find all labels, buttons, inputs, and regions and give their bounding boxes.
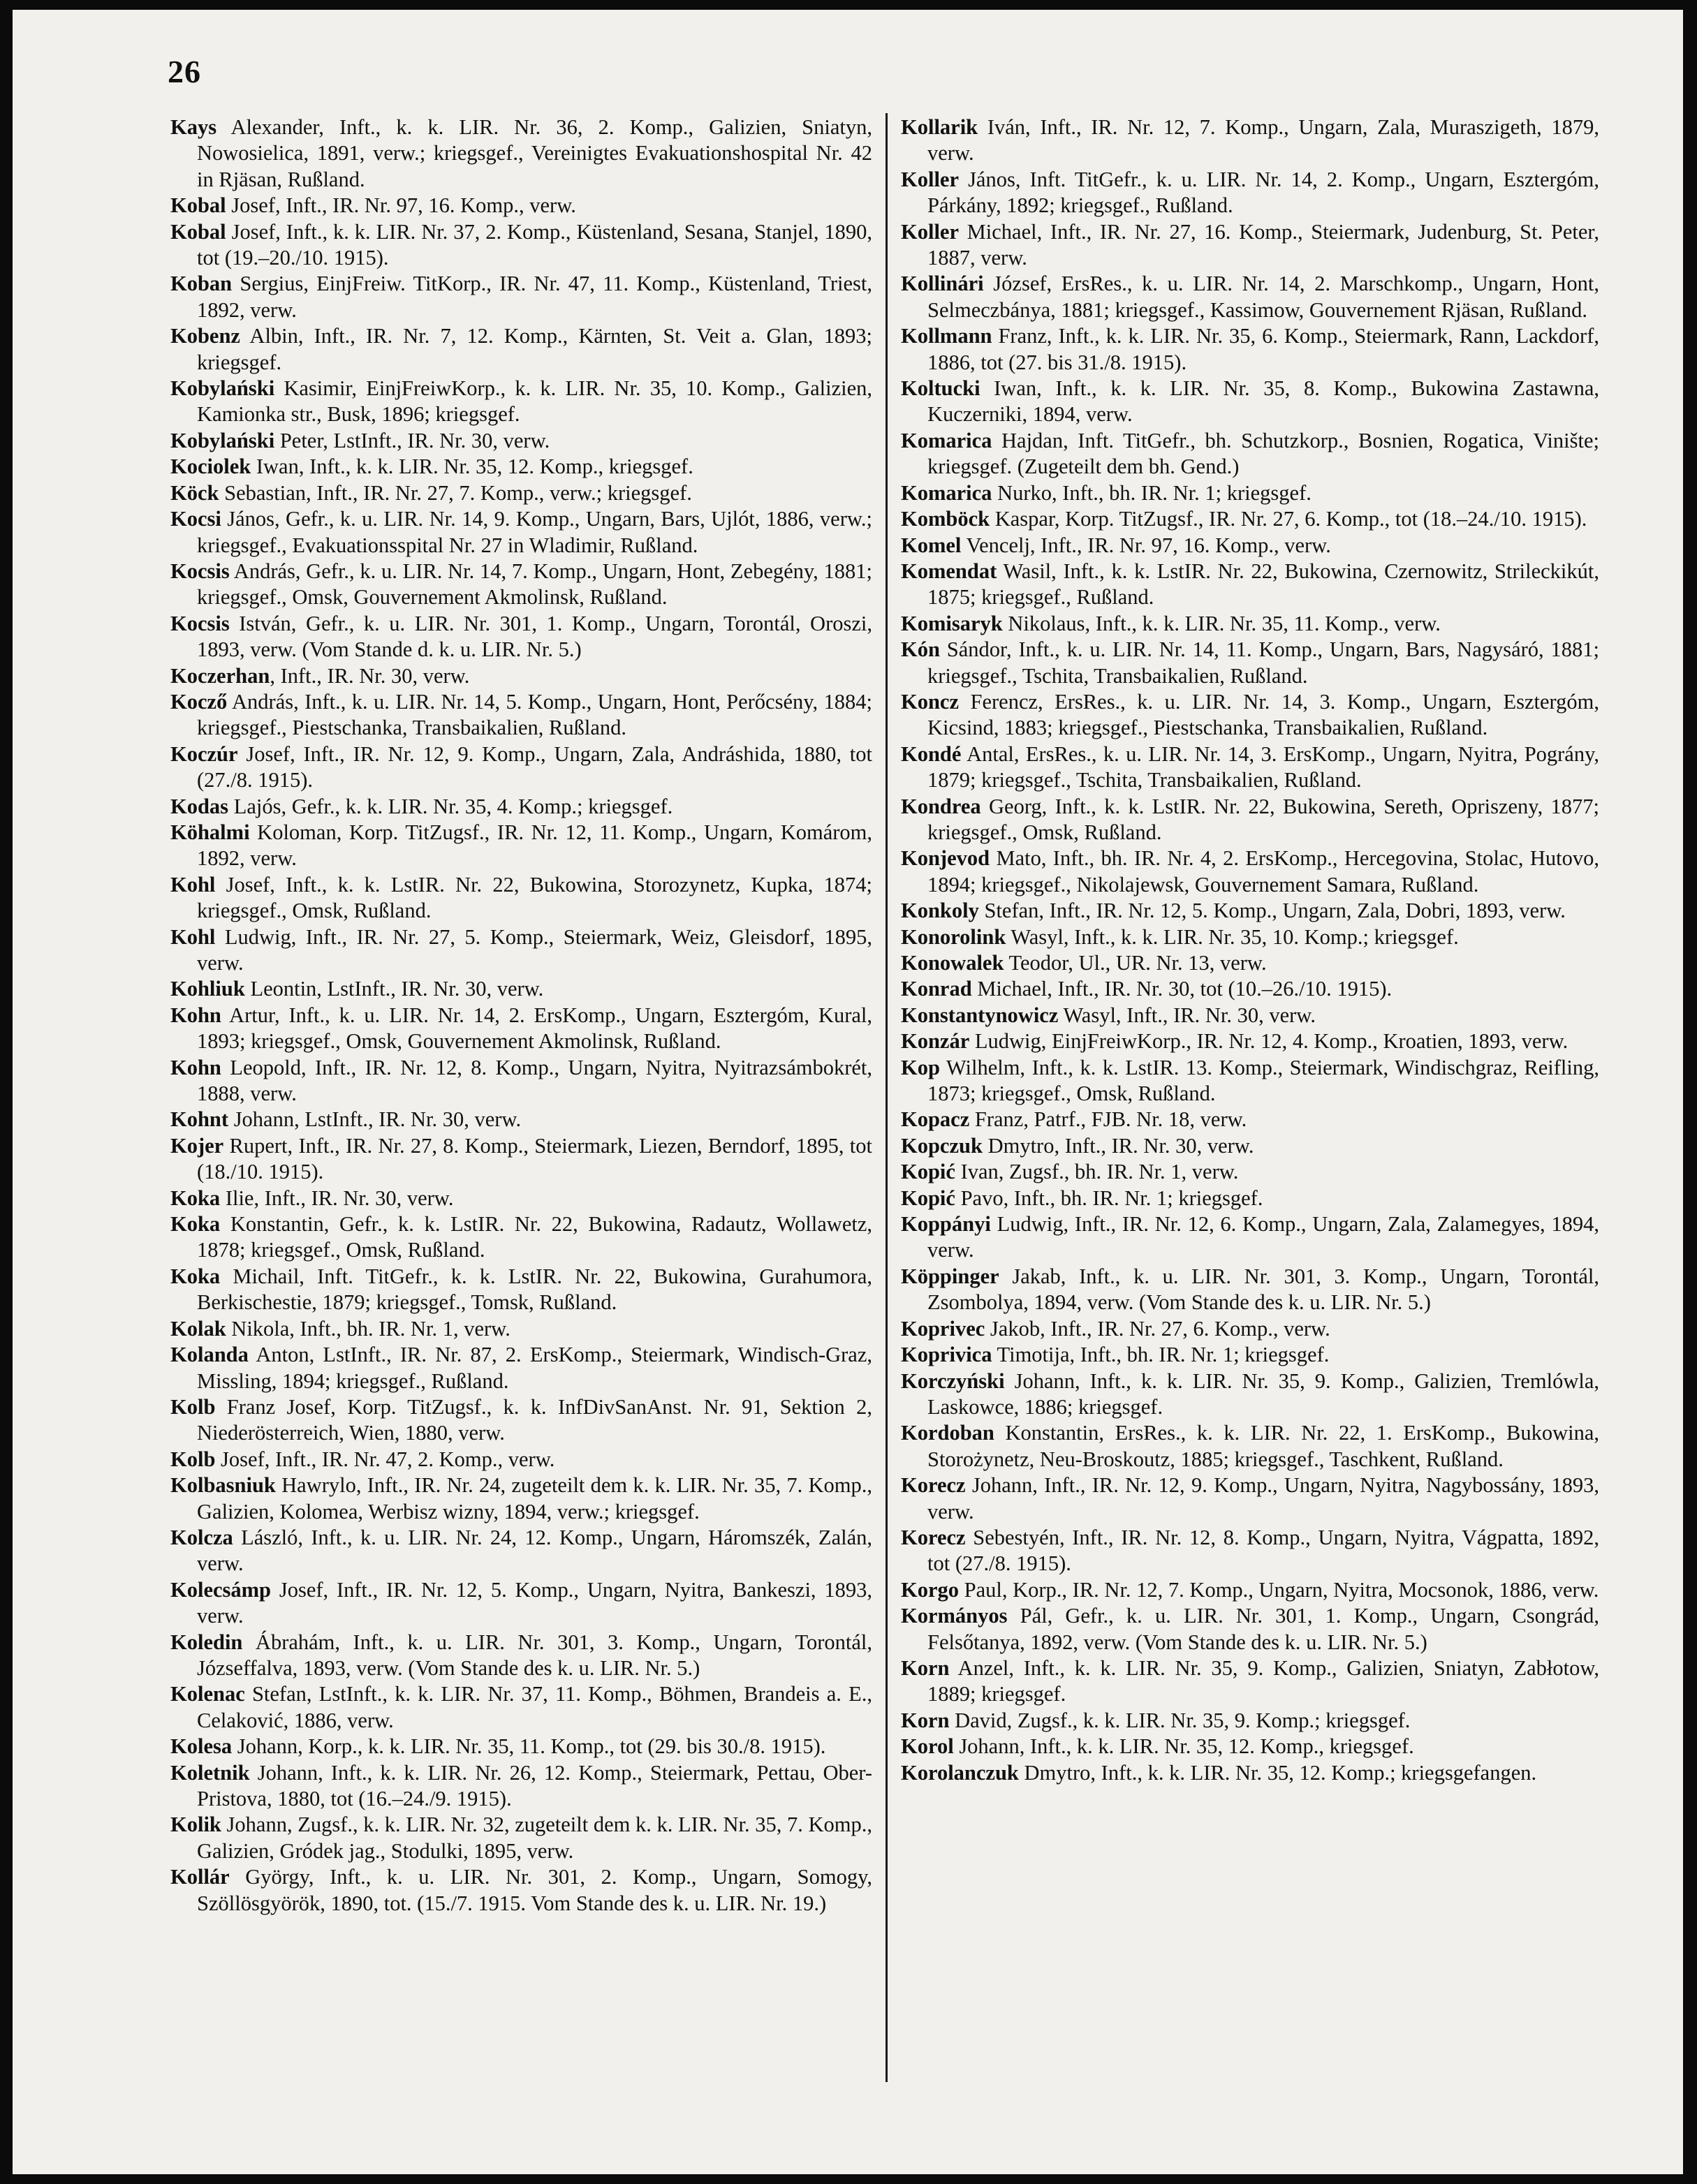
page-number: 26 [168,54,201,89]
entry-surname: Kolik [170,1813,221,1837]
register-entry [901,1003,1599,1028]
register-entry [901,1603,1599,1655]
entry-details: Jakob, Inft., IR. Nr. 27, 6. Komp., verw. [985,1316,1330,1341]
entry-surname: Koprivec [901,1316,985,1341]
register-entry [170,663,872,689]
entry-surname: Kolcza [170,1525,233,1549]
entry-details: Sebestyén, Inft., IR. Nr. 12, 8. Komp., Ungarn, Nyitra, Vágpatta, 1892, tot (27./8. 1915). [927,1525,1599,1576]
entry-surname: Kohl [170,924,216,949]
entry-surname: Kopić [901,1160,955,1184]
register-entry [170,689,872,741]
register-entry [170,1577,872,1630]
entry-details: Josef, Inft., k. k. LstIR. Nr. 22, Bukowina, Storozynetz, Kupka, 1874; kriegsgef., Omsk, Rußland. [197,872,872,923]
register-entry [901,924,1599,950]
entry-surname: Korecz [901,1473,966,1498]
entry-surname: Konjevod [901,846,990,871]
entry-details: Johann, Inft., IR. Nr. 12, 9. Komp., Ungarn, Nyitra, Nagybossány, 1893, verw. [927,1473,1599,1523]
entry-details: Jakab, Inft., k. u. LIR. Nr. 301, 3. Komp., Ungarn, Torontál, Zsombolya, 1894, verw. (Vom Stande des k. u. LIR. Nr. 5.) [927,1264,1599,1315]
register-entry [901,167,1599,219]
entry-details: István, Gefr., k. u. LIR. Nr. 301, 1. Komp., Ungarn, Torontál, Oroszi, 1893, verw. (Vom Stande d. k. u. LIR. Nr. 5.) [197,611,872,662]
entry-details: Iwan, Inft., k. k. LIR. Nr. 35, 12. Komp., kriegsgef. [251,455,693,479]
register-entry [901,323,1599,376]
entry-surname: Koczúr [170,741,238,766]
entry-surname: Kolbasniuk [170,1473,276,1498]
entry-details: Teodor, Ul., UR. Nr. 13, verw. [1004,951,1267,975]
register-entry [170,323,872,376]
register-entry [170,820,872,872]
entry-surname: Kolb [170,1394,216,1419]
register-entry [170,1211,872,1264]
register-entry [170,924,872,977]
entry-surname: Köhalmi [170,820,250,844]
register-entry [170,794,872,820]
entry-surname: Kociolek [170,455,251,479]
register-entry [901,1133,1599,1159]
register-entry [170,1133,872,1186]
entry-details: Johann, Inft., k. k. LIR. Nr. 35, 9. Komp., Galizien, Tremlówla, Laskowce, 1886; kriegsgef. [927,1368,1599,1419]
entry-surname: Koban [170,272,233,296]
register-entry [901,846,1599,898]
register-entry [901,1734,1599,1759]
left-column [170,115,872,2146]
register-entry [170,1003,872,1055]
entry-surname: Kobylański [170,376,275,401]
entry-details: Josef, Inft., IR. Nr. 12, 5. Komp., Ungarn, Nyitra, Bankeszi, 1893, verw. [197,1577,872,1628]
register-entry [170,611,872,663]
column-divider [886,113,888,2082]
entry-surname: Korecz [901,1525,966,1549]
entry-surname: Kollár [170,1865,230,1889]
register-entry [170,1525,872,1577]
entry-details: Alexander, Inft., k. k. LIR. Nr. 36, 2. Komp., Galizien, Sniatyn, Nowosielica, 1891, verw.; kriegsgef., Vereinigtes Evakuationshospital Nr. 42 in Rjäsan, Rußland. [197,115,872,191]
entry-details: András, Gefr., k. u. LIR. Nr. 14, 7. Komp., Ungarn, Hont, Zebegény, 1881; kriegsgef., Omsk, Gouvernement Akmolinsk, Rußland. [197,559,872,610]
entry-surname: Kollmann [901,324,992,348]
register-entry [170,376,872,428]
register-entry [901,637,1599,689]
register-entry [901,976,1599,1002]
entry-surname: Kodas [170,794,229,818]
entry-details: Timotija, Inft., bh. IR. Nr. 1; kriegsgef. [992,1343,1330,1367]
register-entry [170,1473,872,1525]
entry-details: Wilhelm, Inft., k. k. LstIR. 13. Komp., Steiermark, Windischgraz, Reifling, 1873; kriegsgef., Omsk, Rußland. [927,1055,1599,1106]
entry-surname: Komarica [901,428,992,452]
entry-details: Vencelj, Inft., IR. Nr. 97, 16. Komp., verw. [961,533,1331,557]
register-entry [170,976,872,1002]
register-entry [901,376,1599,428]
register-entry [901,1368,1599,1421]
entry-surname: Kocsis [170,611,230,635]
entry-surname: Kopacz [901,1107,970,1132]
entry-surname: Kop [901,1055,940,1079]
right-column [901,115,1599,2146]
register-entry [170,1760,872,1813]
register-entry [901,219,1599,272]
entry-details: Johann, LstInft., IR. Nr. 30, verw. [228,1107,522,1132]
entry-surname: Kohn [170,1003,221,1027]
entry-surname: Koledin [170,1630,243,1654]
entry-surname: Kocsi [170,507,221,531]
entry-details: Kaspar, Korp. TitZugsf., IR. Nr. 27, 6. Komp., tot (18.–24./10. 1915). [990,507,1587,531]
entry-details: László, Inft., k. u. LIR. Nr. 24, 12. Komp., Ungarn, Háromszék, Zalán, verw. [197,1525,872,1576]
register-entry [170,1107,872,1132]
register-entry [901,1186,1599,1211]
entry-surname: Korolanczuk [901,1760,1019,1785]
entry-surname: Koczerhan [170,663,270,688]
entry-details: Ludwig, Inft., IR. Nr. 12, 6. Komp., Ungarn, Zala, Zalamegyes, 1894, verw. [927,1212,1599,1262]
entry-details: Dmytro, Inft., k. k. LIR. Nr. 35, 12. Komp.; kriegsgefangen. [1018,1760,1537,1785]
entry-details: Ábrahám, Inft., k. u. LIR. Nr. 301, 3. Komp., Ungarn, Torontál, Józseffalva, 1893, verw. (Vom Stande des k. u. LIR. Nr. 5.) [197,1630,872,1680]
entry-details: Dmytro, Inft., IR. Nr. 30, verw. [982,1133,1254,1158]
register-entry [170,1055,872,1107]
entry-details: Wasil, Inft., k. k. LstIR. Nr. 22, Bukowina, Czernowitz, Strileckikút, 1875; kriegsgef., Rußland. [927,559,1599,610]
entry-surname: Komböck [901,507,990,531]
entry-details: Kasimir, EinjFreiwKorp., k. k. LIR. Nr. 35, 10. Komp., Galizien, Kamionka str., Busk, 1896; kriegsgef. [197,376,872,427]
register-entry [170,115,872,193]
entry-details: Nurko, Inft., bh. IR. Nr. 1; kriegsgef. [992,480,1312,505]
entry-details: Anzel, Inft., k. k. LIR. Nr. 35, 9. Komp., Galizien, Sniatyn, Zabłotow, 1889; kriegsgef. [927,1655,1599,1706]
entry-surname: Kolenac [170,1682,245,1706]
register-entry [901,559,1599,611]
entry-details: József, ErsRes., k. u. LIR. Nr. 14, 2. Marschkomp., Ungarn, Hont, Selmeczbánya, 1881; kriegsgef., Kassimow, Gouvernement Rjäsan, Rußland. [927,272,1599,322]
entry-details: Konstantin, Gefr., k. k. LstIR. Nr. 22, Bukowina, Radautz, Wollawetz, 1878; kriegsgef., Omsk, Rußland. [197,1212,872,1262]
register-entry [170,1316,872,1342]
entry-surname: Kopczuk [901,1133,983,1158]
entry-details: György, Inft., k. u. LIR. Nr. 301, 2. Komp., Ungarn, Somogy, Szöllösgyörök, 1890, tot. (15./7. 1915. Vom Stande des k. u. LIR. Nr. 19.) [197,1865,872,1915]
entry-surname: Kohliuk [170,977,245,1001]
entry-details: Iván, Inft., IR. Nr. 12, 7. Komp., Ungarn, Zala, Muraszigeth, 1879, verw. [927,115,1599,165]
register-entry [170,1447,872,1473]
register-entry [170,559,872,611]
entry-details: Rupert, Inft., IR. Nr. 27, 8. Komp., Steiermark, Liezen, Berndorf, 1895, tot (18./10. 1915). [197,1133,872,1184]
entry-details: András, Inft., k. u. LIR. Nr. 14, 5. Komp., Ungarn, Hont, Perőcsény, 1884; kriegsgef., Piestschanka, Transbaikalien, Rußland. [197,689,872,740]
entry-surname: Kordoban [901,1421,994,1445]
register-entry [901,533,1599,559]
register-entry [901,1708,1599,1734]
entry-details: Sándor, Inft., k. u. LIR. Nr. 14, 11. Komp., Ungarn, Bars, Nagysáró, 1881; kriegsgef., Tschita, Transbaikalien, Rußland. [927,637,1599,688]
entry-details: Johann, Korp., k. k. LIR. Nr. 35, 11. Komp., tot (29. bis 30./8. 1915). [232,1734,826,1759]
entry-surname: Kohl [170,872,216,897]
entry-details: János, Gefr., k. u. LIR. Nr. 14, 9. Komp., Ungarn, Bars, Ujlót, 1886, verw.; kriegsgef., Evakuationsspital Nr. 27 in Wladimir, Rußland. [197,507,872,557]
entry-details: Konstantin, ErsRes., k. k. LIR. Nr. 22, 1. ErsKomp., Bukowina, Storożynetz, Neu-Broskoutz, 1885; kriegsgef., Taschkent, Rußland. [927,1421,1599,1471]
entry-details: Leopold, Inft., IR. Nr. 12, 8. Komp., Ungarn, Nyitra, Nyitrazsámbokrét, 1888, verw. [197,1055,872,1106]
register-entry [170,1734,872,1759]
entry-surname: Kocsis [170,559,230,583]
entry-details: Franz, Patrf., FJB. Nr. 18, verw. [969,1107,1247,1132]
entry-surname: Koncz [901,689,960,714]
register-entry [170,454,872,480]
entry-details: Michael, Inft., IR. Nr. 27, 16. Komp., Steiermark, Judenburg, St. Peter, 1887, verw. [927,219,1599,270]
entry-surname: Kobenz [170,324,240,348]
entry-surname: Komarica [901,480,992,505]
entry-surname: Kondé [901,741,962,766]
entry-surname: Kobal [170,193,226,218]
entry-surname: Koka [170,1186,221,1210]
register-entry [901,480,1599,506]
register-entry [170,1264,872,1316]
entry-surname: Konzár [901,1029,970,1054]
entry-surname: Kolanda [170,1343,249,1367]
entry-details: Paul, Korp., IR. Nr. 12, 7. Komp., Ungarn, Nyitra, Mocsonok, 1886, verw. [959,1577,1599,1602]
entry-surname: Kolak [170,1316,226,1341]
register-entry [901,1342,1599,1368]
register-entry [170,219,872,272]
entry-details: David, Zugsf., k. k. LIR. Nr. 35, 9. Komp.; kriegsgef. [949,1708,1411,1732]
entry-details: Hawrylo, Inft., IR. Nr. 24, zugeteilt dem k. k. LIR. Nr. 35, 7. Komp., Galizien, Kolomea, Werbisz wizny, 1894, verw.; kriegsgef. [197,1473,872,1523]
entry-details: Sebastian, Inft., IR. Nr. 27, 7. Komp., verw.; kriegsgef. [219,480,692,505]
entry-details: Leontin, LstInft., IR. Nr. 30, verw. [244,977,544,1001]
register-entry [901,794,1599,846]
entry-surname: Koka [170,1264,221,1288]
register-entry [170,1864,872,1917]
register-entry [901,115,1599,167]
entry-details: , Inft., IR. Nr. 30, verw. [270,663,470,688]
entry-details: Antal, ErsRes., k. u. LIR. Nr. 14, 3. ErsKomp., Ungarn, Nyitra, Pográny, 1879; kriegsgef., Tschita, Transbaikalien, Rußland. [927,741,1599,792]
entry-surname: Kormányos [901,1604,1008,1628]
entry-details: Pavo, Inft., bh. IR. Nr. 1; kriegsgef. [955,1186,1263,1210]
entry-surname: Kolb [170,1447,216,1471]
entry-details: Wasyl, Inft., k. k. LIR. Nr. 35, 10. Komp.; kriegsgef. [1006,924,1459,949]
entry-surname: Korgo [901,1577,960,1602]
register-entry [901,506,1599,532]
entry-surname: Köppinger [901,1264,999,1288]
register-entry [170,872,872,924]
register-entry [901,1420,1599,1473]
entry-surname: Kohn [170,1055,221,1079]
entry-surname: Konowalek [901,951,1004,975]
register-entry [901,1316,1599,1342]
entry-surname: Kays [170,115,217,139]
entry-details: Michail, Inft. TitGefr., k. k. LstIR. Nr. 22, Bukowina, Gurahumora, Berkischestie, 1879; kriegsgef., Tomsk, Rußland. [197,1264,872,1315]
entry-surname: Koprivica [901,1343,992,1367]
entry-details: Josef, Inft., IR. Nr. 47, 2. Komp., verw. [215,1447,555,1471]
entry-surname: Kocző [170,689,228,714]
entry-details: Ferencz, ErsRes., k. u. LIR. Nr. 14, 3. Komp., Ungarn, Esztergóm, Kicsind, 1883; kriegsgef., Piestschanka, Transbaikalien, Rußland. [927,689,1599,740]
entry-surname: Korn [901,1708,950,1732]
register-entry [901,1577,1599,1603]
register-entry [170,480,872,506]
entry-surname: Koller [901,219,959,244]
entry-details: Peter, LstInft., IR. Nr. 30, verw. [274,428,550,452]
entry-details: Sergius, EinjFreiw. TitKorp., IR. Nr. 47, 11. Komp., Küstenland, Triest, 1892, verw. [197,272,872,322]
entry-surname: Korczyński [901,1368,1005,1393]
entry-surname: Koller [901,167,959,191]
entry-surname: Koppányi [901,1212,991,1237]
entry-surname: Kollarik [901,115,978,139]
register-entry [170,1394,872,1447]
entry-details: Johann, Zugsf., k. k. LIR. Nr. 32, zugeteilt dem k. k. LIR. Nr. 35, 7. Komp., Galizien, Gródek jag., Stodulki, 1895, verw. [197,1813,872,1863]
register-entry [901,1107,1599,1132]
entry-surname: Korn [901,1655,950,1680]
entry-surname: Koltucki [901,376,980,401]
entry-surname: Koletnik [170,1760,250,1785]
entry-surname: Kobylański [170,428,275,452]
register-entry [901,1028,1599,1054]
register-entry [901,1473,1599,1525]
entry-surname: Koka [170,1212,221,1237]
register-entry [901,611,1599,637]
entry-details: Pál, Gefr., k. u. LIR. Nr. 301, 1. Komp., Ungarn, Csongrád, Felsőtanya, 1892, verw. (Vom Stande des k. u. LIR. Nr. 5.) [927,1604,1599,1654]
entry-details: Koloman, Korp. TitZugsf., IR. Nr. 12, 11. Komp., Ungarn, Komárom, 1892, verw. [197,820,872,871]
entry-details: Johann, Inft., k. k. LIR. Nr. 26, 12. Komp., Steiermark, Pettau, Ober-Pristova, 1880, tot (16.–24./9. 1915). [197,1760,872,1810]
entry-details: Georg, Inft., k. k. LstIR. Nr. 22, Bukowina, Sereth, Opriszeny, 1877; kriegsgef., Omsk, Rußland. [927,794,1599,844]
register-entry [901,741,1599,794]
entry-surname: Kojer [170,1133,224,1158]
entry-surname: Konstantynowicz [901,1003,1059,1027]
entry-surname: Komel [901,533,962,557]
entry-details: Stefan, LstInft., k. k. LIR. Nr. 37, 11. Komp., Böhmen, Brandeis a. E., Celaković, 1886, verw. [197,1682,872,1732]
entry-details: Artur, Inft., k. u. LIR. Nr. 14, 2. ErsKomp., Ungarn, Esztergóm, Kural, 1893; kriegsgef., Omsk, Gouvernement Akmolinsk, Rußland. [197,1003,872,1054]
entry-details: Lajós, Gefr., k. k. LIR. Nr. 35, 4. Komp.; kriegsgef. [228,794,673,818]
entry-details: Stefan, Inft., IR. Nr. 12, 5. Komp., Ungarn, Zala, Dobri, 1893, verw. [978,899,1566,923]
entry-details: Johann, Inft., k. k. LIR. Nr. 35, 12. Komp., kriegsgef. [953,1734,1414,1759]
entry-surname: Kondrea [901,794,981,818]
entry-details: Ivan, Zugsf., bh. IR. Nr. 1, verw. [955,1160,1239,1184]
entry-details: Ludwig, EinjFreiwKorp., IR. Nr. 12, 4. Komp., Kroatien, 1893, verw. [969,1029,1569,1054]
entry-details: Anton, LstInft., IR. Nr. 87, 2. ErsKomp., Steiermark, Windisch-Graz, Missling, 1894; kriegsgef., Rußland. [197,1343,872,1393]
entry-details: Nikolaus, Inft., k. k. LIR. Nr. 35, 11. Komp., verw. [1002,611,1441,635]
entry-surname: Köck [170,480,219,505]
entry-details: Nikola, Inft., bh. IR. Nr. 1, verw. [226,1316,510,1341]
entry-surname: Komisaryk [901,611,1003,635]
register-entry [901,1264,1599,1316]
entry-surname: Konrad [901,977,972,1001]
register-entry [901,1055,1599,1107]
entry-details: Franz, Inft., k. k. LIR. Nr. 35, 6. Komp., Steiermark, Rann, Lackdorf, 1886, tot (27. bis 31./8. 1915). [927,324,1599,374]
entry-details: Hajdan, Inft. TitGefr., bh. Schutzkorp., Bosnien, Rogatica, Vinište; kriegsgef. (Zugeteilt dem bh. Gend.) [927,428,1599,479]
entry-details: Josef, Inft., IR. Nr. 97, 16. Komp., verw. [226,193,576,218]
entry-surname: Kohnt [170,1107,229,1132]
entry-surname: Kopić [901,1186,955,1210]
entry-details: Ludwig, Inft., IR. Nr. 27, 5. Komp., Steiermark, Weiz, Gleisdorf, 1895, verw. [197,924,872,975]
register-entry [170,428,872,454]
register-entry [901,428,1599,480]
entry-surname: Konorolink [901,924,1006,949]
entry-details: Josef, Inft., IR. Nr. 12, 9. Komp., Ungarn, Zala, Andráshida, 1880, tot (27./8. 1915). [197,741,872,792]
entry-details: Mato, Inft., bh. IR. Nr. 4, 2. ErsKomp., Hercegovina, Stolac, Hutovo, 1894; kriegsgef., Nikolajewsk, Gouvernement Samara, Rußland. [927,846,1599,897]
entry-details: Wasyl, Inft., IR. Nr. 30, verw. [1058,1003,1316,1027]
register-entry [170,506,872,559]
entry-surname: Kón [901,637,940,662]
entry-details: Franz Josef, Korp. TitZugsf., k. k. InfDivSanAnst. Nr. 91, Sektion 2, Niederösterreich, Wien, 1880, verw. [197,1394,872,1445]
register-entry [170,271,872,323]
register-entry [901,1760,1599,1786]
register-entry [901,898,1599,924]
entry-surname: Kollinári [901,272,984,296]
page [13,10,1683,2174]
register-entry [901,1211,1599,1264]
entry-details: Josef, Inft., k. k. LIR. Nr. 37, 2. Komp., Küstenland, Sesana, Stanjel, 1890, tot (19.–20./10. 1915). [197,219,872,270]
entry-details: Michael, Inft., IR. Nr. 30, tot (10.–26./10. 1915). [971,977,1393,1001]
entry-surname: Korol [901,1734,954,1759]
register-entry [901,689,1599,741]
entry-surname: Kolecsámp [170,1577,272,1602]
register-entry [901,1159,1599,1185]
entry-surname: Konkoly [901,899,979,923]
register-entry [901,1525,1599,1577]
entry-surname: Kolesa [170,1734,233,1759]
entry-details: Albin, Inft., IR. Nr. 7, 12. Komp., Kärnten, St. Veit a. Glan, 1893; kriegsgef. [197,324,872,374]
entry-details: Iwan, Inft., k. k. LIR. Nr. 35, 8. Komp., Bukowina Zastawna, Kuczerniki, 1894, verw. [927,376,1599,427]
entry-surname: Komendat [901,559,997,583]
register-entry [170,1342,872,1394]
register-entry [170,741,872,794]
register-entry [170,1812,872,1864]
register-entry [901,950,1599,976]
entry-details: Ilie, Inft., IR. Nr. 30, verw. [220,1186,454,1210]
register-entry [901,1655,1599,1708]
entry-surname: Kobal [170,219,226,244]
register-entry [170,1630,872,1682]
register-entry [170,1186,872,1211]
register-entry [170,1681,872,1734]
register-entry [170,193,872,219]
entry-details: János, Inft. TitGefr., k. u. LIR. Nr. 14, 2. Komp., Ungarn, Esztergóm, Párkány, 1892; kriegsgef., Rußland. [927,167,1599,218]
register-entry [901,271,1599,323]
